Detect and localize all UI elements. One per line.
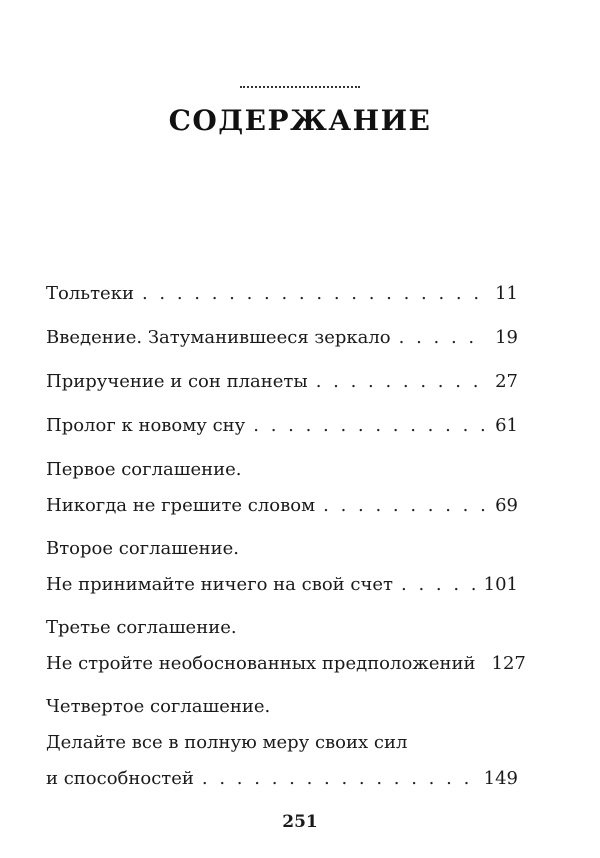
toc-page-number: 69 — [495, 495, 518, 516]
toc-entry-subline: Делайте все в полную меру своих сил — [46, 732, 408, 753]
toc-page-number: 19 — [495, 327, 518, 348]
toc-row — [46, 646, 526, 682]
toc-entry[interactable] — [46, 689, 518, 797]
toc-entry-title: Никогда не грешите словом — [46, 495, 316, 516]
toc-page-number: 11 — [495, 283, 518, 304]
dot-leader — [323, 488, 487, 524]
table-of-contents — [46, 276, 526, 804]
toc-entry-heading: Третье соглашение. — [46, 617, 237, 638]
toc-entry[interactable] — [46, 364, 518, 400]
dot-leader — [142, 276, 487, 312]
toc-page-number: 101 — [483, 574, 518, 595]
toc-entry-heading: Второе соглашение. — [46, 538, 240, 559]
toc-entry[interactable] — [46, 320, 518, 356]
toc-entry-title: и способностей — [46, 768, 194, 789]
toc-entry-title: Не стройте необоснованных предположений — [46, 653, 476, 674]
toc-row — [46, 276, 518, 312]
toc-entry[interactable] — [46, 531, 518, 603]
title-ornament — [240, 86, 360, 88]
toc-entry[interactable] — [46, 276, 518, 312]
dot-leader — [399, 320, 487, 356]
toc-row — [46, 761, 518, 797]
toc-page-number: 27 — [495, 371, 518, 392]
toc-row — [46, 320, 518, 356]
dot-leader — [401, 567, 476, 603]
toc-row — [46, 567, 518, 603]
toc-entry-title: Введение. Затуманившееся зеркало — [46, 327, 391, 348]
page-number: 251 — [282, 812, 318, 832]
dot-leader — [253, 408, 487, 444]
toc-entry[interactable] — [46, 452, 518, 524]
toc-entry-title: Не принимайте ничего на свой счет — [46, 574, 393, 595]
toc-row — [46, 488, 518, 524]
toc-row — [46, 364, 518, 400]
toc-page-number: 61 — [495, 415, 518, 436]
toc-row — [46, 408, 518, 444]
toc-entry-heading: Первое соглашение. — [46, 459, 242, 480]
toc-entry[interactable] — [46, 408, 518, 444]
toc-page-number: 127 — [491, 653, 526, 674]
toc-entry-title: Пролог к новому сну — [46, 415, 246, 436]
toc-entry-heading: Четвертое соглашение. — [46, 696, 271, 717]
dot-leader — [316, 364, 487, 400]
dot-leader — [202, 761, 476, 797]
toc-entry[interactable] — [46, 610, 526, 682]
page-title: СОДЕРЖАНИЕ — [168, 104, 432, 137]
toc-entry-title: Приручение и сон планеты — [46, 371, 308, 392]
toc-entry-title: Тольтеки — [46, 283, 134, 304]
toc-page-number: 149 — [483, 768, 518, 789]
